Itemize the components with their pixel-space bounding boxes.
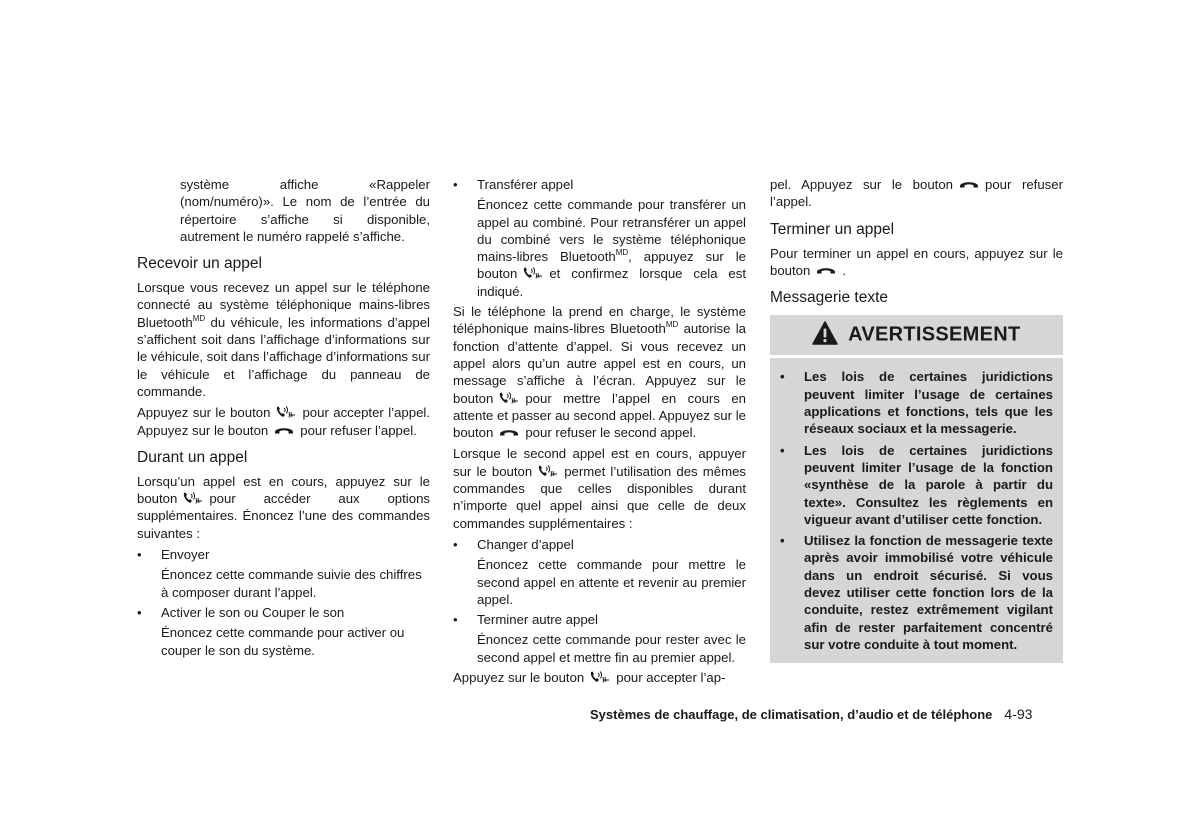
text: et confirmez lorsque cela est indiqué. — [477, 266, 746, 299]
list-item — [453, 176, 746, 300]
phone-talk-icon — [182, 491, 204, 505]
list-item-title: Terminer autre appel — [477, 612, 598, 628]
warning-box — [770, 315, 1063, 663]
text: Énoncez cette commande pour transférer un appel au combiné. Pour retransférer un appel du combiné vers le système téléphonique mains-libres Bluetooth — [477, 197, 746, 265]
heading-durant-un-appel: Durant un appel — [137, 448, 248, 466]
warning-header — [770, 315, 1063, 358]
column-3 — [770, 176, 1063, 663]
text: autorise la fonction d’attente d’appel. Si vous recevez un appel alors qu’un autre appel est en cours, un message s’affiche à l’écran. Appuyez sur le bouton — [453, 321, 747, 406]
phone-talk-icon — [589, 670, 611, 684]
svg-text:≀: ≀ — [550, 471, 553, 478]
list-item-text — [477, 196, 746, 300]
svg-text:≀: ≀ — [535, 274, 538, 281]
text: Lorsque vous recevez un appel sur le téléphone connecté au système téléphonique mains-libres Bluetooth — [137, 280, 430, 330]
page-number: 4-93 — [1004, 706, 1033, 722]
text: pour accéder aux options supplémentaires. Énoncez l’une des commandes suivantes : — [137, 491, 430, 541]
column-2 — [453, 176, 746, 690]
list-item-text: Énoncez cette commande pour activer ou couper le son du système. — [161, 625, 405, 658]
list-item-title: Transférer appel — [477, 177, 574, 192]
footer-title: Systèmes de chauffage, de climatisation, d’audio et de téléphone — [590, 707, 993, 722]
text: pour accepter l’appel. Appuyez sur le bouton — [137, 405, 430, 438]
heading-recevoir-un-appel: Recevoir un appel — [137, 255, 262, 273]
list-item — [137, 604, 430, 659]
list-item — [453, 611, 746, 666]
phone-talk-icon — [498, 391, 520, 405]
warning-list-item — [780, 532, 1053, 653]
text: du véhicule, les informations d’appel s’affichent soit dans l’affichage d’informations sur le véhicule, soit dans l’affichage d’informations sur le véhicule et l’affichage du panneau de commande. — [137, 314, 430, 399]
text: pel. Appuyez sur le bouton — [770, 177, 953, 192]
warning-triangle-icon — [812, 321, 838, 349]
paragraph — [770, 245, 1063, 280]
list-item-title: Envoyer — [161, 547, 210, 563]
warning-title: AVERTISSEMENT — [848, 323, 1021, 346]
paragraph — [453, 445, 746, 531]
text: Si le téléphone la prend en charge, le système téléphonique mains-libres Bluetooth — [453, 304, 746, 337]
text: pour accepter l’ap- — [616, 670, 726, 686]
list-item — [137, 546, 430, 601]
superscript: MD — [192, 313, 206, 323]
warning-item-text: Utilisez la fonction de messagerie texte après avoir immobilisé votre véhicule dans un endroit sécurisé. Si vous devez utiliser cette fonction lors de la conduite, restez extrêmement vigilant afin de rester parfaitement concentré sur votre conduite à tout moment. — [804, 533, 1053, 652]
heading-terminer-un-appel: Terminer un appel — [770, 220, 895, 238]
text: pour refuser l’appel. — [770, 177, 1063, 210]
paragraph — [137, 404, 430, 439]
text: permet l’utilisation des mêmes commandes que celles disponibles durant n’importe quel appel ainsi que celle de deux commandes supplémentaires : — [453, 463, 746, 531]
page-footer — [590, 706, 1032, 722]
list-item-title: Activer le son ou Couper le son — [161, 604, 345, 620]
bullet-icon: • — [453, 612, 458, 628]
bullet-icon: • — [780, 442, 785, 458]
text: pour mettre l’appel en cours en attente et passer au second appel. Appuyez sur le bouton — [453, 390, 746, 441]
phone-hangup-icon — [498, 425, 520, 439]
bullet-icon: • — [137, 604, 142, 620]
bullet-icon: • — [453, 536, 458, 552]
svg-text:≀: ≀ — [602, 678, 605, 685]
list-item-text: Énoncez cette commande pour rester avec le second appel et mettre fin au premier appel. — [477, 632, 746, 665]
column-1 — [137, 176, 430, 662]
paragraph — [770, 176, 1063, 211]
paragraph: système affiche «Rappeler (nom/numéro)». Le nom de l’entrée du répertoire s’affiche si disponible, autrement le numéro rappelé s’affiche. — [180, 177, 430, 244]
phone-talk-icon — [275, 405, 297, 419]
bullet-icon: • — [137, 547, 142, 563]
text: Lorsque le second appel est en cours, appuyer sur le bouton — [453, 446, 746, 479]
list-item-title: Changer d’appel — [477, 536, 574, 552]
heading-messagerie-texte: Messagerie texte — [770, 289, 889, 307]
text: Appuyez sur le bouton — [453, 670, 585, 686]
warning-item-text: Les lois de certaines juridictions peuvent limiter l’usage de certaines applications et fonctions, tels que les réseaux sociaux et la messagerie. — [804, 369, 1053, 437]
phone-hangup-icon — [273, 423, 295, 437]
paragraph — [453, 669, 746, 686]
warning-list-item — [780, 368, 1053, 437]
svg-text:≀: ≀ — [195, 499, 198, 506]
list-item-text: Énoncez cette commande suivie des chiffres à composer durant l’appel. — [161, 567, 422, 600]
phone-talk-icon — [537, 464, 559, 478]
text: Lorsqu’un appel est en cours, appuyez sur le bouton — [137, 473, 430, 507]
list-item — [453, 536, 746, 608]
text: pour refuser le second appel. — [525, 425, 697, 441]
phone-hangup-icon — [958, 177, 980, 191]
superscript: MD — [665, 320, 679, 330]
text: . — [842, 262, 847, 278]
warning-list — [770, 358, 1063, 653]
text: Pour terminer un appel en cours, appuyez sur le bouton — [770, 245, 1063, 278]
text: , appuyez sur le bouton — [477, 249, 746, 282]
warning-list-item — [780, 442, 1053, 528]
paragraph — [137, 279, 430, 400]
bullet-icon: • — [453, 177, 458, 192]
bullet-icon: • — [780, 533, 785, 549]
text: pour refuser l’appel. — [300, 422, 417, 438]
bullet-icon: • — [780, 369, 785, 385]
paragraph — [453, 303, 746, 441]
superscript: MD — [615, 248, 629, 258]
list-item-text: Énoncez cette commande pour mettre le second appel en attente et revenir au premier appel. — [477, 557, 746, 607]
phone-hangup-icon — [815, 263, 837, 277]
svg-text:≀: ≀ — [288, 413, 291, 420]
text: Appuyez sur le bouton — [137, 405, 271, 421]
svg-text:≀: ≀ — [511, 398, 514, 405]
warning-item-text: Les lois de certaines juridictions peuvent limiter l’usage de la fonction «synthèse de la parole à partir du texte». Consultez les règlements en vigueur avant d’utiliser cette fonction. — [804, 442, 1053, 527]
paragraph — [137, 473, 430, 542]
phone-talk-icon — [522, 266, 544, 280]
